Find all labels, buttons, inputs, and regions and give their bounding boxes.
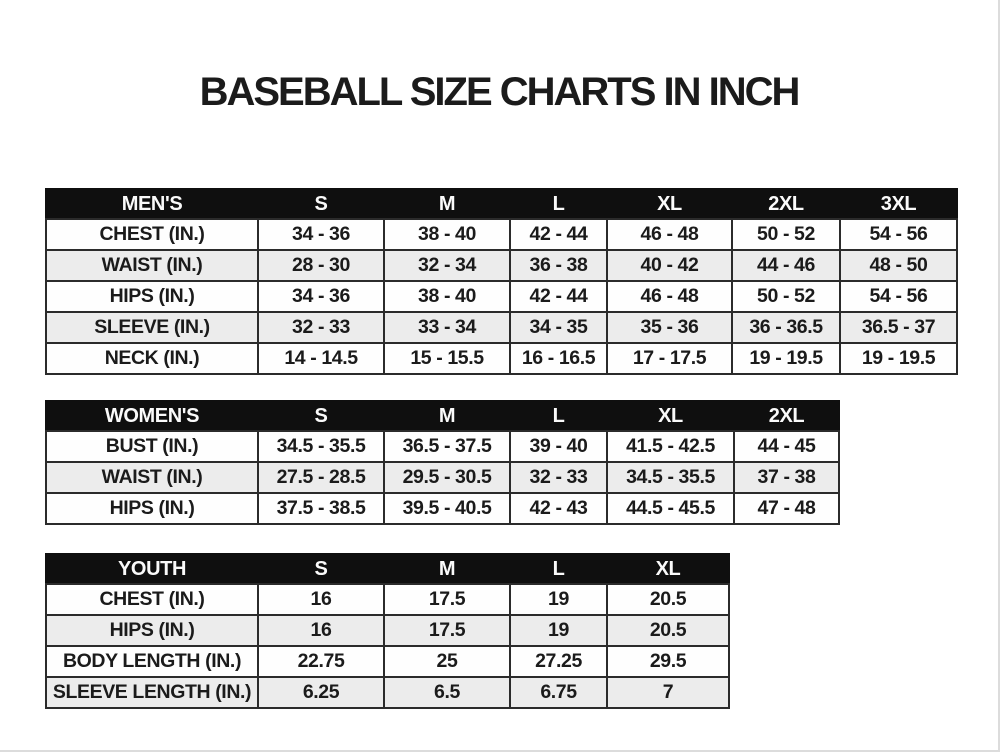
size-value: 36 - 38 [510, 250, 607, 281]
size-value: 7 [607, 677, 729, 708]
youth-table-title: YOUTH [46, 554, 258, 584]
size-value: 33 - 34 [384, 312, 510, 343]
size-value: 54 - 56 [840, 219, 957, 250]
size-value: 36.5 - 37.5 [384, 431, 510, 462]
size-value: 29.5 - 30.5 [384, 462, 510, 493]
size-value: 6.5 [384, 677, 510, 708]
column-header-s: S [258, 189, 384, 219]
size-value: 15 - 15.5 [384, 343, 510, 374]
size-value: 34 - 36 [258, 219, 384, 250]
size-value: 42 - 43 [510, 493, 607, 524]
size-value: 38 - 40 [384, 281, 510, 312]
column-header-s: S [258, 554, 384, 584]
size-value: 6.75 [510, 677, 607, 708]
table-row [46, 615, 729, 646]
size-value: 22.75 [258, 646, 384, 677]
page-title: BASEBALL SIZE CHARTS IN INCH [199, 70, 799, 114]
row-label: HIPS (IN.) [46, 493, 258, 524]
row-label: BODY LENGTH (IN.) [46, 646, 258, 677]
size-value: 32 - 33 [510, 462, 607, 493]
table-row [46, 219, 957, 250]
row-label: NECK (IN.) [46, 343, 258, 374]
column-header-s: S [258, 401, 384, 431]
size-value: 50 - 52 [732, 219, 840, 250]
table-row [46, 493, 839, 524]
size-value: 41.5 - 42.5 [607, 431, 734, 462]
row-label: HIPS (IN.) [46, 615, 258, 646]
size-value: 16 [258, 584, 384, 615]
column-header-2xl: 2XL [734, 401, 839, 431]
size-value: 42 - 44 [510, 219, 607, 250]
size-value: 17 - 17.5 [607, 343, 732, 374]
column-header-m: M [384, 554, 510, 584]
size-value: 48 - 50 [840, 250, 957, 281]
size-value: 17.5 [384, 615, 510, 646]
row-label: CHEST (IN.) [46, 584, 258, 615]
size-value: 32 - 33 [258, 312, 384, 343]
table-row [46, 646, 729, 677]
size-value: 44 - 46 [732, 250, 840, 281]
size-value: 37.5 - 38.5 [258, 493, 384, 524]
table-row [46, 677, 729, 708]
size-value: 28 - 30 [258, 250, 384, 281]
size-value: 27.25 [510, 646, 607, 677]
size-value: 36.5 - 37 [840, 312, 957, 343]
row-label: HIPS (IN.) [46, 281, 258, 312]
size-value: 16 [258, 615, 384, 646]
womens-size-table [45, 400, 840, 525]
size-value: 36 - 36.5 [732, 312, 840, 343]
size-value: 44.5 - 45.5 [607, 493, 734, 524]
size-value: 17.5 [384, 584, 510, 615]
size-value: 20.5 [607, 615, 729, 646]
row-label: SLEEVE (IN.) [46, 312, 258, 343]
column-header-xl: XL [607, 554, 729, 584]
table-row [46, 312, 957, 343]
size-value: 27.5 - 28.5 [258, 462, 384, 493]
size-value: 54 - 56 [840, 281, 957, 312]
size-value: 34.5 - 35.5 [258, 431, 384, 462]
column-header-xl: XL [607, 401, 734, 431]
row-label: CHEST (IN.) [46, 219, 258, 250]
table-row [46, 250, 957, 281]
size-value: 32 - 34 [384, 250, 510, 281]
header-row [46, 189, 957, 219]
size-value: 34 - 36 [258, 281, 384, 312]
size-value: 19 [510, 615, 607, 646]
header-row [46, 554, 729, 584]
size-value: 38 - 40 [384, 219, 510, 250]
table-row [46, 431, 839, 462]
size-value: 19 - 19.5 [840, 343, 957, 374]
size-value: 44 - 45 [734, 431, 839, 462]
column-header-l: L [510, 401, 607, 431]
size-value: 39.5 - 40.5 [384, 493, 510, 524]
column-header-m: M [384, 401, 510, 431]
row-label: WAIST (IN.) [46, 462, 258, 493]
size-value: 39 - 40 [510, 431, 607, 462]
row-label: BUST (IN.) [46, 431, 258, 462]
mens-table-title: MEN'S [46, 189, 258, 219]
womens-table-title: WOMEN'S [46, 401, 258, 431]
row-label: SLEEVE LENGTH (IN.) [46, 677, 258, 708]
table-row [46, 281, 957, 312]
size-value: 6.25 [258, 677, 384, 708]
size-value: 42 - 44 [510, 281, 607, 312]
size-value: 34 - 35 [510, 312, 607, 343]
size-value: 35 - 36 [607, 312, 732, 343]
column-header-2xl: 2XL [732, 189, 840, 219]
size-value: 37 - 38 [734, 462, 839, 493]
column-header-xl: XL [607, 189, 732, 219]
size-value: 16 - 16.5 [510, 343, 607, 374]
size-value: 19 - 19.5 [732, 343, 840, 374]
table-row [46, 584, 729, 615]
table-row [46, 343, 957, 374]
row-label: WAIST (IN.) [46, 250, 258, 281]
column-header-3xl: 3XL [840, 189, 957, 219]
size-value: 19 [510, 584, 607, 615]
column-header-l: L [510, 554, 607, 584]
size-value: 25 [384, 646, 510, 677]
size-value: 47 - 48 [734, 493, 839, 524]
table-row [46, 462, 839, 493]
column-header-l: L [510, 189, 607, 219]
column-header-m: M [384, 189, 510, 219]
size-value: 14 - 14.5 [258, 343, 384, 374]
youth-size-table [45, 553, 730, 709]
size-value: 20.5 [607, 584, 729, 615]
size-value: 46 - 48 [607, 219, 732, 250]
size-value: 50 - 52 [732, 281, 840, 312]
mens-size-table [45, 188, 958, 375]
size-value: 40 - 42 [607, 250, 732, 281]
size-value: 46 - 48 [607, 281, 732, 312]
header-row [46, 401, 839, 431]
size-value: 34.5 - 35.5 [607, 462, 734, 493]
size-value: 29.5 [607, 646, 729, 677]
